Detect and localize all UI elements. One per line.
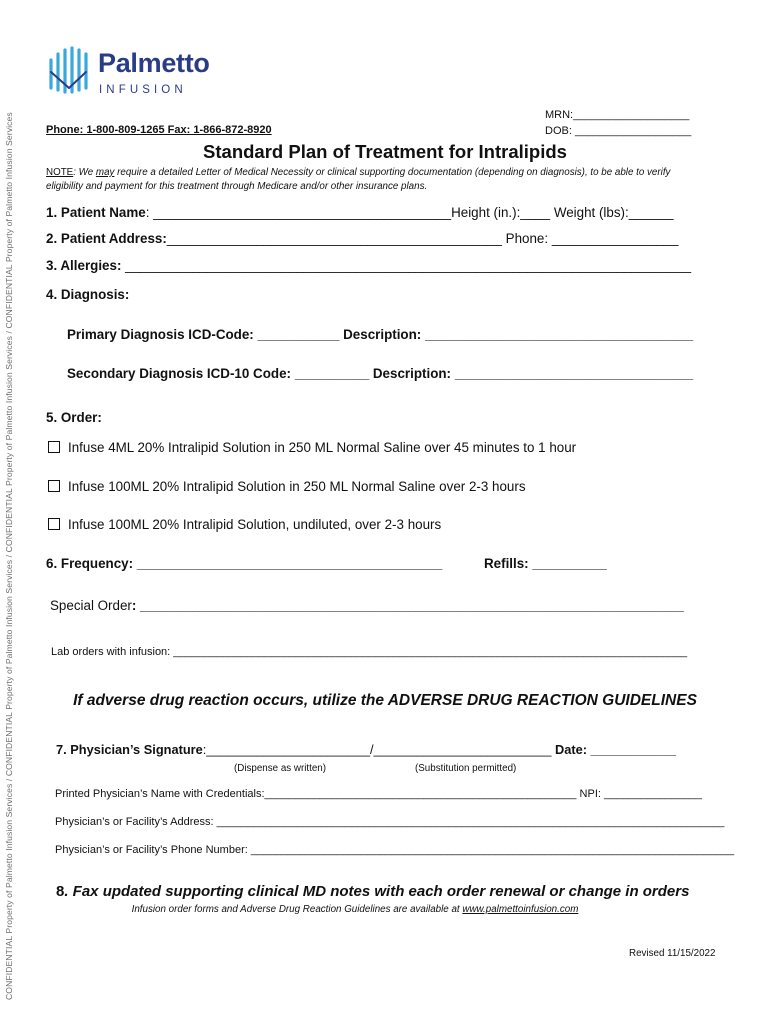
allergies-row: [46, 258, 691, 273]
palmetto-logo: [46, 44, 226, 104]
note-after: require a detailed Letter of Medical Necessity or clinical supporting documentation (depending on diagnosis), to be able to verify eligibility and payment for this treatment through Medicare and/or other insurance plans.: [46, 167, 671, 192]
frequency-label: 6. Frequency:: [46, 556, 134, 571]
order-option-label: Infuse 4ML 20% Intralipid Solution in 250 ML Normal Saline over 45 minutes to 1 hour: [68, 440, 577, 455]
special-order-row: [50, 598, 684, 613]
mrn-dob-block: [545, 107, 691, 139]
revised-date: Revised 11/15/2022: [629, 948, 716, 959]
logo-name: Palmetto: [98, 48, 210, 78]
fax-instruction: [56, 883, 689, 900]
adverse-reaction-heading: If adverse drug reaction occurs, utilize the ADVERSE DRUG REACTION GUIDELINES: [73, 692, 697, 709]
mrn-field[interactable]: MRN:___________________: [545, 109, 690, 121]
diagnosis-label: 4. Diagnosis:: [46, 287, 130, 302]
height-field[interactable]: Height (in.):____: [451, 205, 551, 220]
availability-text: Infusion order forms and Adverse Drug Reaction Guidelines are available at: [131, 904, 463, 915]
checkbox-icon[interactable]: [48, 480, 60, 492]
dispense-note: (Dispense as written): [234, 763, 327, 774]
signature-label: 7. Physician’s Signature: [56, 742, 203, 757]
refills-field[interactable]: Refills: __________: [484, 556, 607, 571]
primary-diagnosis-field[interactable]: Primary Diagnosis ICD-Code: ___________ Description: ____________________________________: [67, 327, 694, 342]
frequency-field[interactable]: _________________________________________: [133, 556, 443, 571]
patient-address-row: [46, 231, 678, 246]
checkbox-icon[interactable]: [48, 518, 60, 530]
weight-field[interactable]: Weight (lbs):______: [553, 205, 674, 220]
checkbox-icon[interactable]: [48, 441, 60, 453]
patient-phone-field[interactable]: Phone: _________________: [505, 231, 679, 246]
order-option-label: Infuse 100ML 20% Intralipid Solution, undiluted, over 2-3 hours: [68, 517, 442, 532]
patient-name-field[interactable]: : ________________________________________: [145, 205, 452, 220]
note-may: may: [95, 167, 115, 178]
allergies-label: 3. Allergies:: [46, 258, 122, 273]
order-option-2[interactable]: [48, 479, 526, 494]
order-option-label: Infuse 100ML 20% Intralipid Solution in 250 ML Normal Saline over 2-3 hours: [68, 479, 526, 494]
lab-orders-field[interactable]: Lab orders with infusion: ____________________________________________________________________________________: [51, 646, 688, 658]
palmetto-leaf-icon: [46, 44, 92, 94]
special-order-label: Special Order: [50, 598, 132, 613]
patient-name-row: [46, 205, 673, 220]
date-field[interactable]: Date: ____________: [555, 742, 677, 757]
contact-line: Phone: 1-800-809-1265 Fax: 1-866-872-8920: [46, 124, 272, 136]
special-order-field[interactable]: : _________________________________________________________________________: [131, 598, 684, 613]
frequency-row: [46, 556, 442, 571]
order-label: 5. Order:: [46, 410, 102, 425]
signature-row: [56, 742, 676, 757]
fax-number: 8: [56, 883, 65, 900]
fax-text: . Fax updated supporting clinical MD notes with each order renewal or change in orders: [64, 883, 690, 900]
patient-name-label: 1. Patient Name: [46, 205, 146, 220]
note-before: : We: [73, 167, 96, 178]
note-paragraph: [46, 166, 706, 194]
facility-phone-field[interactable]: Physician’s or Facility’s Phone Number: _______________________________________________________________________________: [55, 844, 735, 856]
page-title: Standard Plan of Treatment for Intralipids: [203, 141, 567, 162]
secondary-diagnosis-field[interactable]: Secondary Diagnosis ICD-10 Code: __________ Description: ________________________________: [67, 366, 694, 381]
confidential-watermark: CONFIDENTIAL Property of Palmetto Infusion Services / CONFIDENTIAL Property of Palmetto Infusion Services / CONFIDENTIAL Property of Palmetto Infusion Services / CONFIDENTIAL Property of Palmetto Infusion Services: [4, 112, 14, 1000]
signature-field[interactable]: :_______________________/_________________________: [202, 742, 556, 757]
logo-subtitle: INFUSION: [99, 84, 187, 96]
facility-address-field[interactable]: Physician’s or Facility’s Address: ___________________________________________________________________________________: [55, 816, 725, 828]
printed-name-field[interactable]: Printed Physician’s Name with Credentials:___________________________________________________ NPI: ________________: [55, 788, 702, 800]
website-link[interactable]: www.palmettoinfusion.com: [462, 904, 579, 915]
order-option-1[interactable]: [48, 440, 576, 455]
allergies-field[interactable]: ____________________________________________________________________________: [121, 258, 692, 273]
note-label: NOTE: [46, 167, 74, 178]
patient-address-label: 2. Patient Address:: [46, 231, 167, 246]
order-option-3[interactable]: [48, 517, 441, 532]
availability-note: [0, 904, 710, 915]
patient-address-field[interactable]: _____________________________________________: [166, 231, 506, 246]
dob-field[interactable]: DOB: ___________________: [545, 125, 692, 137]
substitution-note: (Substitution permitted): [415, 763, 517, 774]
